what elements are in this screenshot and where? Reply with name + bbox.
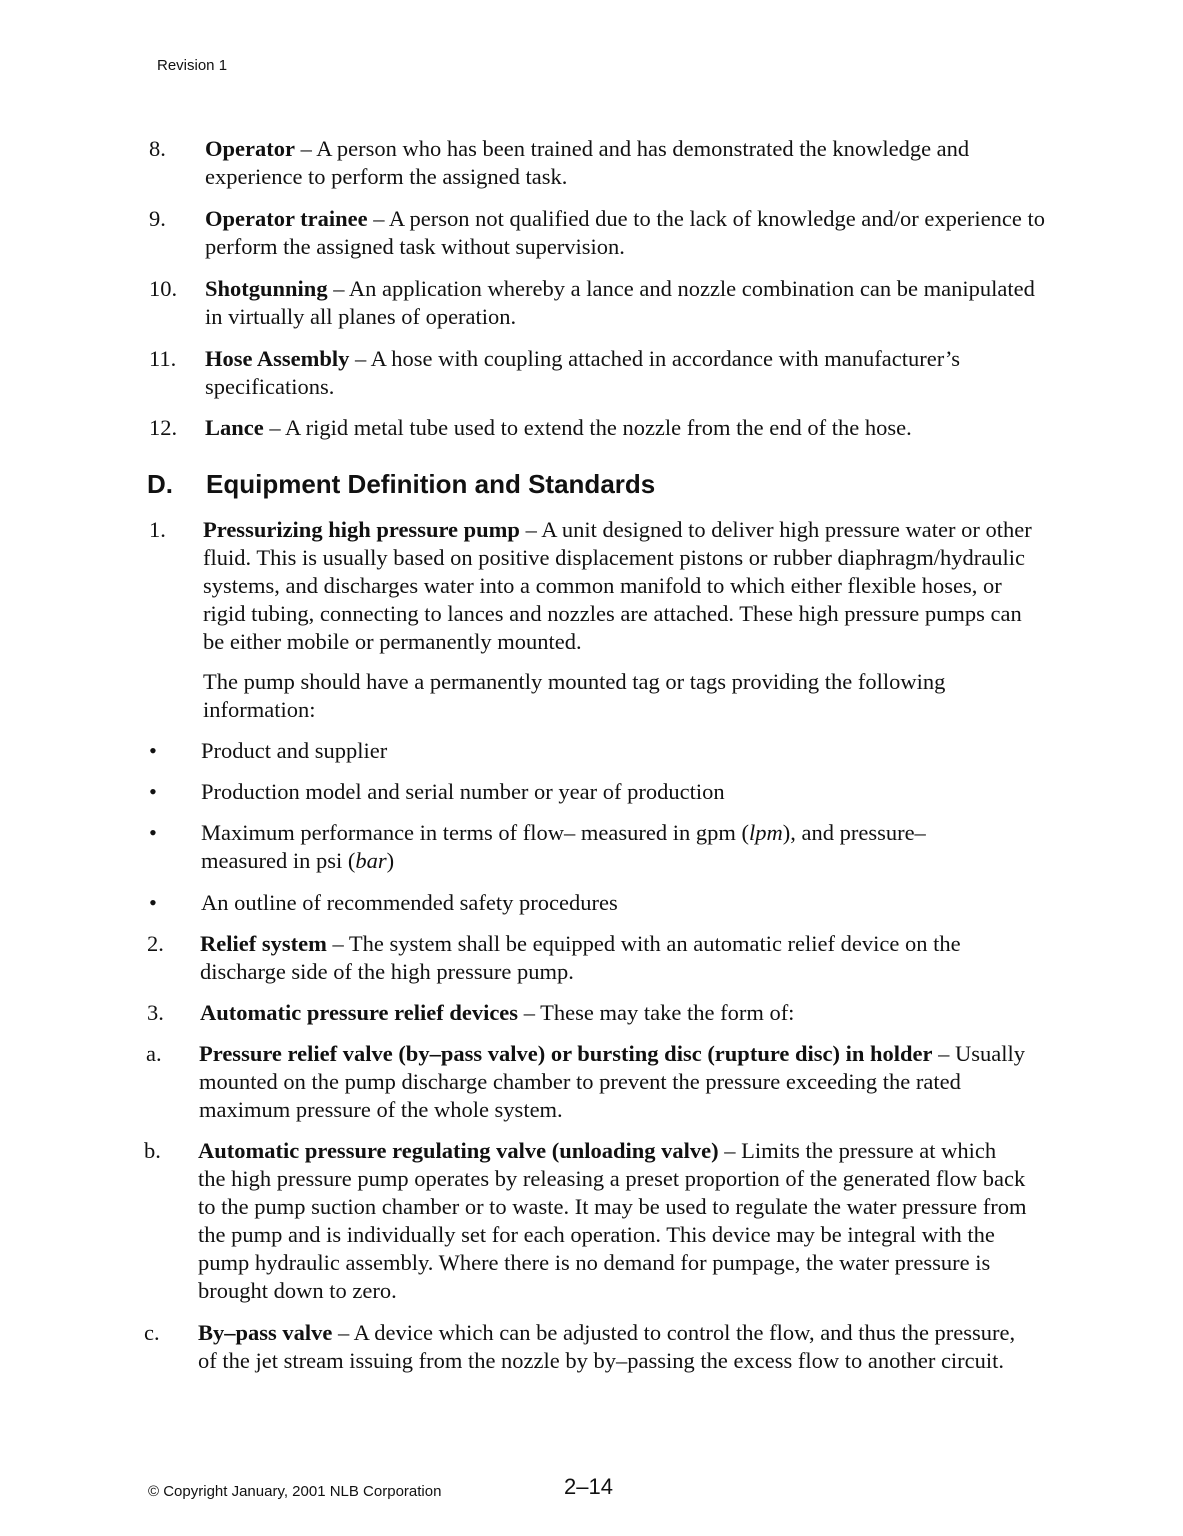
item-letter: c. — [144, 1320, 160, 1345]
page-number: 2–14 — [564, 1474, 613, 1499]
bullet-text: Production model and serial number or year of production — [201, 779, 725, 804]
item-number: 10. — [149, 276, 178, 301]
definition-term: Shotgunning — [205, 276, 328, 301]
equipment-term: Automatic pressure regulating valve (unloading valve) — [198, 1138, 719, 1163]
item-number: 2. — [147, 931, 164, 956]
definition-term: Operator trainee — [205, 206, 368, 231]
bullet-text: An outline of recommended safety procedures — [201, 890, 618, 915]
term-separator: – — [367, 206, 389, 231]
section-letter: D. — [147, 469, 173, 499]
equipment-text: The system shall be equipped with an automatic relief device on the discharge side of the high pressure pump. — [200, 931, 961, 984]
equipment-text: Limits the pressure at which the high pressure pump operates by releasing a preset proportion of the generated flow back to the pump suction chamber or to waste. It may be used to regulate the water pressure from the pump and is individually set for each operation. This device may be integral with the pump hydraulic assembly. Where there is no demand for pumpage, the water pressure is brought down to zero. — [198, 1138, 1027, 1303]
bullet-icon: • — [149, 890, 157, 915]
definition-text: A person not qualified due to the lack of knowledge and/or experience to perform the assigned task without supervision. — [205, 206, 1045, 259]
equipment-text: Usually mounted on the pump discharge chamber to prevent the pressure exceeding the rated maximum pressure of the whole system. — [199, 1041, 1026, 1122]
equipment-term: Pressurizing high pressure pump — [203, 517, 520, 542]
term-separator: – — [519, 517, 542, 542]
bullet-icon: • — [149, 820, 157, 845]
equipment-text: These may take the form of: — [540, 1000, 795, 1025]
term-separator: – — [332, 1320, 354, 1345]
copyright-notice: © Copyright January, 2001 NLB Corporation — [148, 1483, 442, 1500]
term-separator: – — [349, 346, 371, 371]
equipment-term: By–pass valve — [198, 1320, 333, 1345]
item-number: 1. — [149, 517, 166, 542]
tag-intro-text: The pump should have a permanently mounted tag or tags providing the following information: — [203, 669, 946, 722]
item-letter: a. — [146, 1041, 162, 1066]
definition-term: Lance — [205, 415, 264, 440]
definition-text: A hose with coupling attached in accordance with manufacturer’s specifications. — [205, 346, 961, 399]
item-number: 11. — [149, 346, 177, 371]
equipment-text: A unit designed to deliver high pressure water or other fluid. This is usually based on positive displacement pistons or rubber diaphragm/hydraulic systems, and discharges water into a common manifold to which either flexible hoses, or rigid tubing, connecting to lances and nozzles are attached. These high pressure pumps can be either mobile or permanently mounted. — [203, 517, 1032, 654]
item-number: 9. — [149, 206, 166, 231]
equipment-term: Pressure relief valve (by–pass valve) or bursting disc (rupture disc) in holder — [199, 1041, 933, 1066]
bullet-icon: • — [149, 738, 157, 763]
definition-text: An application whereby a lance and nozzle combination can be manipulated in virtually all planes of operation. — [205, 276, 1035, 329]
term-separator: – — [294, 136, 317, 161]
definition-text: A person who has been trained and has demonstrated the knowledge and experience to perform the assigned task. — [205, 136, 970, 189]
item-number: 3. — [147, 1000, 164, 1025]
item-number: 12. — [149, 415, 178, 440]
unit-lpm: lpm — [748, 820, 783, 845]
bullet-text: Maximum performance in terms of flow– measured in gpm ( — [201, 820, 749, 845]
term-separator: – — [518, 1000, 541, 1025]
bullet-text: Product and supplier — [201, 738, 388, 763]
term-separator: – — [718, 1138, 742, 1163]
unit-bar: bar — [355, 848, 387, 873]
equipment-term: Relief system — [200, 931, 327, 956]
bullet-icon: • — [149, 779, 157, 804]
section-title: Equipment Definition and Standards — [206, 469, 656, 499]
definition-term: Hose Assembly — [205, 346, 350, 371]
bullet-text: ), and pressure– measured in psi ( — [201, 820, 926, 873]
definition-text: A rigid metal tube used to extend the nozzle from the end of the hose. — [285, 415, 912, 440]
item-letter: b. — [144, 1138, 161, 1163]
tag-intro-paragraph — [203, 668, 1033, 724]
term-separator: – — [263, 415, 286, 440]
term-separator: – — [327, 276, 349, 301]
term-separator: – — [932, 1041, 956, 1066]
item-number: 8. — [149, 136, 166, 161]
equipment-term: Automatic pressure relief devices — [200, 1000, 519, 1025]
equipment-text: A device which can be adjusted to control the flow, and thus the pressure, of the jet stream issuing from the nozzle by by–passing the excess flow to another circuit. — [198, 1320, 1016, 1373]
bullet-text: ) — [386, 848, 395, 873]
revision-label: Revision 1 — [157, 57, 228, 74]
definition-term: Operator — [205, 136, 295, 161]
term-separator: – — [326, 931, 349, 956]
